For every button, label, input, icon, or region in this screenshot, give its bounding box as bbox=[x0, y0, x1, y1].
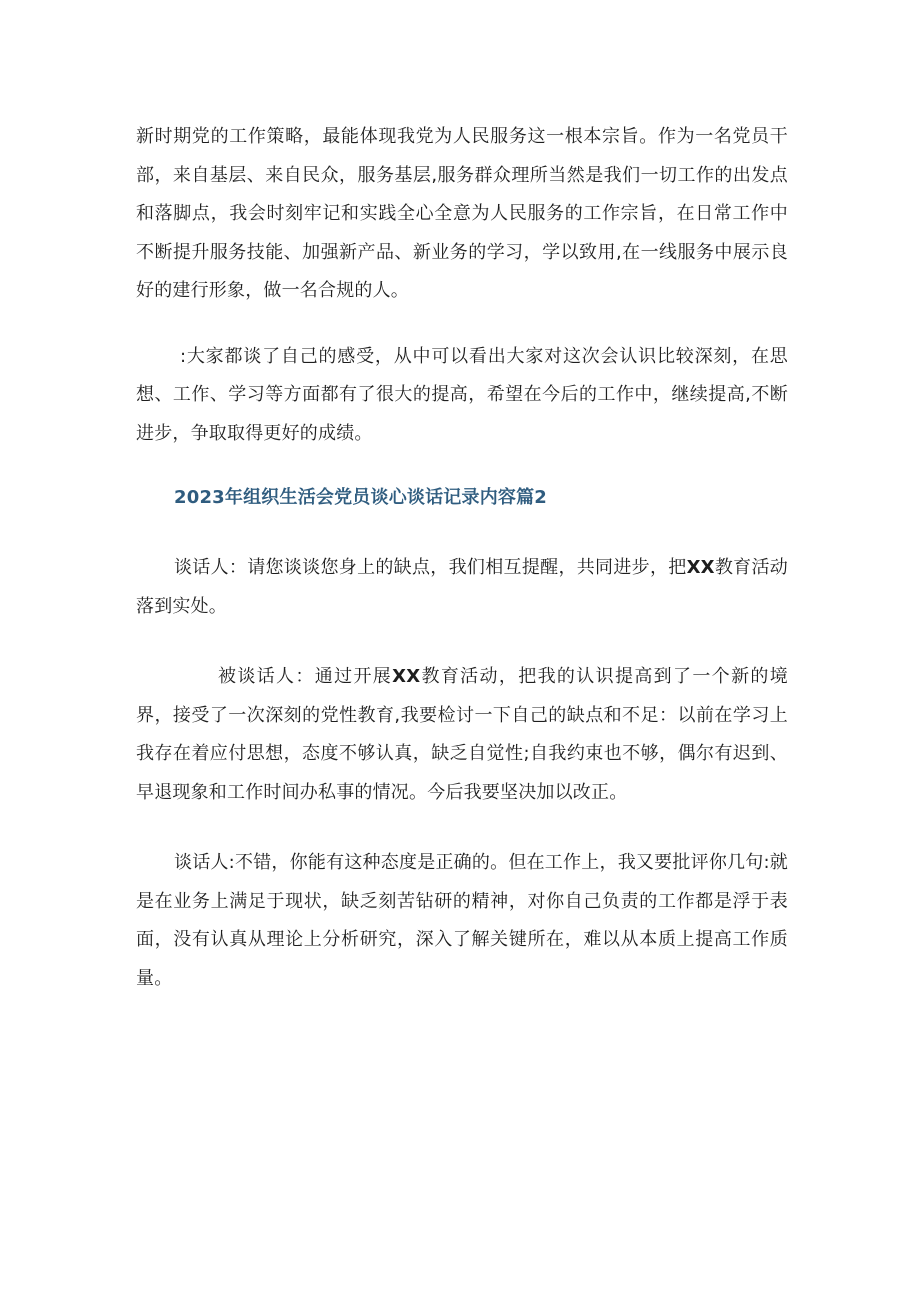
paragraph-text-after: 教育活动，把我的认识提高到了一个新的境界，接受了一次深刻的党性教育,我要检讨一下自己的缺点和不足：以前在学习上我存在着应付思想，态度不够认真，缺乏自觉性;自我约束也不够，偶尔有迟到、早退现象和工作时间办私事的情况。今后我要坚决加以改正。 bbox=[136, 666, 788, 803]
paragraph-text-before: 被谈话人：通过开展 bbox=[218, 666, 393, 687]
section-heading: 2023年组织生活会党员谈心谈话记录内容篇2 bbox=[174, 487, 548, 508]
paragraph-text-before: 谈话人：请您谈谈您身上的缺点，我们相互提醒，共同进步，把 bbox=[174, 557, 687, 578]
paragraph-service-purpose: 新时期党的工作策略，最能体现我党为人民服务这一根本宗旨。作为一名党员干部，来自基层、来自民众，服务基层,服务群众理所当然是我们一切工作的出发点和落脚点，我会时刻牢记和实践全心全意为人民服务的工作宗旨，在日常工作中不断提升服务技能、加强新产品、新业务的学习，学以致用,在一线服务中展示良好的建行形象，做一名合规的人。 bbox=[136, 126, 788, 301]
document-body bbox=[136, 118, 788, 998]
paragraph-interviewer-critique: 谈话人:不错，你能有这种态度是正确的。但在工作上，我又要批评你几句:就是在业务上满足于现状，缺乏刻苦钻研的精神，对你自己负责的工作都是浮于表面，没有认真从理论上分析研究，深入了解关键所在，难以从本质上提高工作质量。 bbox=[136, 852, 788, 989]
paragraph-interviewee-answer bbox=[136, 658, 788, 812]
paragraph-bold-xx: XX bbox=[686, 557, 715, 578]
paragraph-interviewer-question bbox=[136, 549, 788, 626]
paragraph-bold-xx: XX bbox=[392, 666, 421, 687]
paragraph-summary-remarks: :大家都谈了自己的感受，从中可以看出大家对这次会认识比较深刻，在思想、工作、学习等方面都有了很大的提高，希望在今后的工作中，继续提高,不断进步，争取取得更好的成绩。 bbox=[136, 345, 788, 444]
paragraph-text-after: 教育活动落到实处。 bbox=[136, 557, 788, 617]
